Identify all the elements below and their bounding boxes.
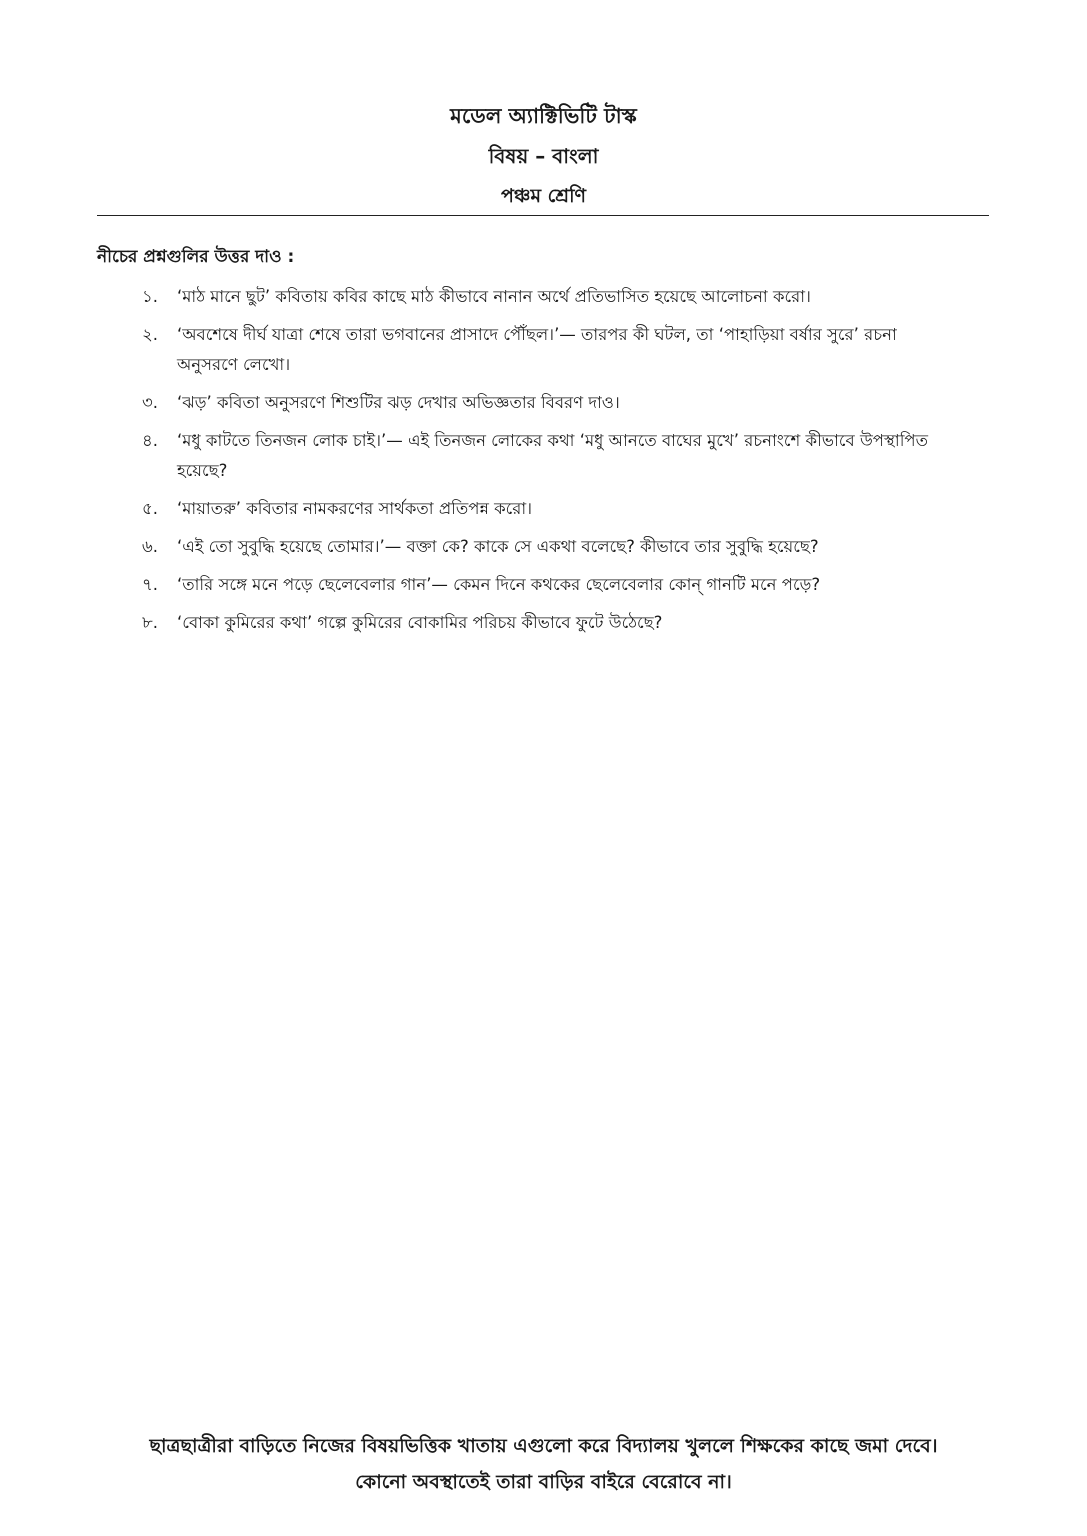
question-number: ৫. — [142, 499, 158, 518]
question-number: ২. — [142, 325, 158, 344]
question-number: ৬. — [142, 537, 158, 556]
question-item — [97, 532, 957, 562]
instruction-text: নীচের প্রশ্নগুলির উত্তর দাও : — [97, 247, 295, 267]
question-text: ‘মায়াতরু’ কবিতার নামকরণের সার্থকতা প্রতিপন্ন করো। — [177, 499, 533, 518]
question-item — [97, 282, 957, 312]
class-line: পঞ্চম শ্রেণি — [500, 185, 587, 207]
document-header — [0, 96, 1087, 216]
question-list — [97, 282, 957, 646]
question-number: ৮. — [142, 613, 158, 632]
question-text: ‘মাঠ মানে ছুট’ কবিতায় কবির কাছে মাঠ কীভাবে নানান অর্থে প্রতিভাসিত হয়েছে আলোচনা করো। — [177, 287, 811, 306]
footer-line-1: ছাত্রছাত্রীরা বাড়িতে নিজের বিষয়ভিত্তিক খাতায় এগুলো করে বিদ্যালয় খুললে শিক্ষকের কাছে জমা দেবে। — [149, 1435, 938, 1457]
question-number: ১. — [142, 287, 158, 306]
footer-line-2: কোনো অবস্থাতেই তারা বাড়ির বাইরে বেরোবে না। — [355, 1471, 732, 1493]
question-item — [97, 570, 957, 600]
question-item — [97, 388, 957, 418]
footer-note — [0, 1428, 1087, 1500]
question-text: ‘অবশেষে দীর্ঘ যাত্রা শেষে তারা ভগবানের প্রাসাদে পৌঁছল।’— তারপর কী ঘটল, তা ‘পাহাড়িয়া বর্ষার সুরে’ রচনা অনুসরণে লেখো। — [177, 325, 897, 374]
question-text: ‘তারি সঙ্গে মনে পড়ে ছেলেবেলার গান’— কেমন দিনে কথকের ছেলেবেলার কোন্ গানটি মনে পড়ে? — [177, 575, 821, 594]
subject-line: বিষয় – বাংলা — [488, 144, 599, 168]
question-item — [97, 494, 957, 524]
question-item — [97, 426, 957, 486]
question-number: ৩. — [142, 393, 158, 412]
question-number: ৭. — [142, 575, 158, 594]
question-number: ৪. — [142, 431, 158, 450]
question-item — [97, 320, 957, 380]
question-text: ‘ঝড়’ কবিতা অনুসরণে শিশুটির ঝড় দেখার অভিজ্ঞতার বিবরণ দাও। — [177, 393, 620, 412]
question-text: ‘বোকা কুমিরের কথা’ গল্পে কুমিরের বোকামির পরিচয় কীভাবে ফুটে উঠেছে? — [177, 613, 663, 632]
question-text: ‘এই তো সুবুদ্ধি হয়েছে তোমার।’— বক্তা কে? কাকে সে একথা বলেছে? কীভাবে তার সুবুদ্ধি হয়েছে? — [177, 537, 819, 556]
header-divider — [97, 215, 989, 216]
document-title: মডেল অ্যাক্টিভিটি টাস্ক — [450, 104, 637, 128]
question-item — [97, 608, 957, 638]
question-text: ‘মধু কাটতে তিনজন লোক চাই।’— এই তিনজন লোকের কথা ‘মধু আনতে বাঘের মুখে’ রচনাংশে কীভাবে উপস্থাপিত হয়েছে? — [177, 431, 929, 480]
